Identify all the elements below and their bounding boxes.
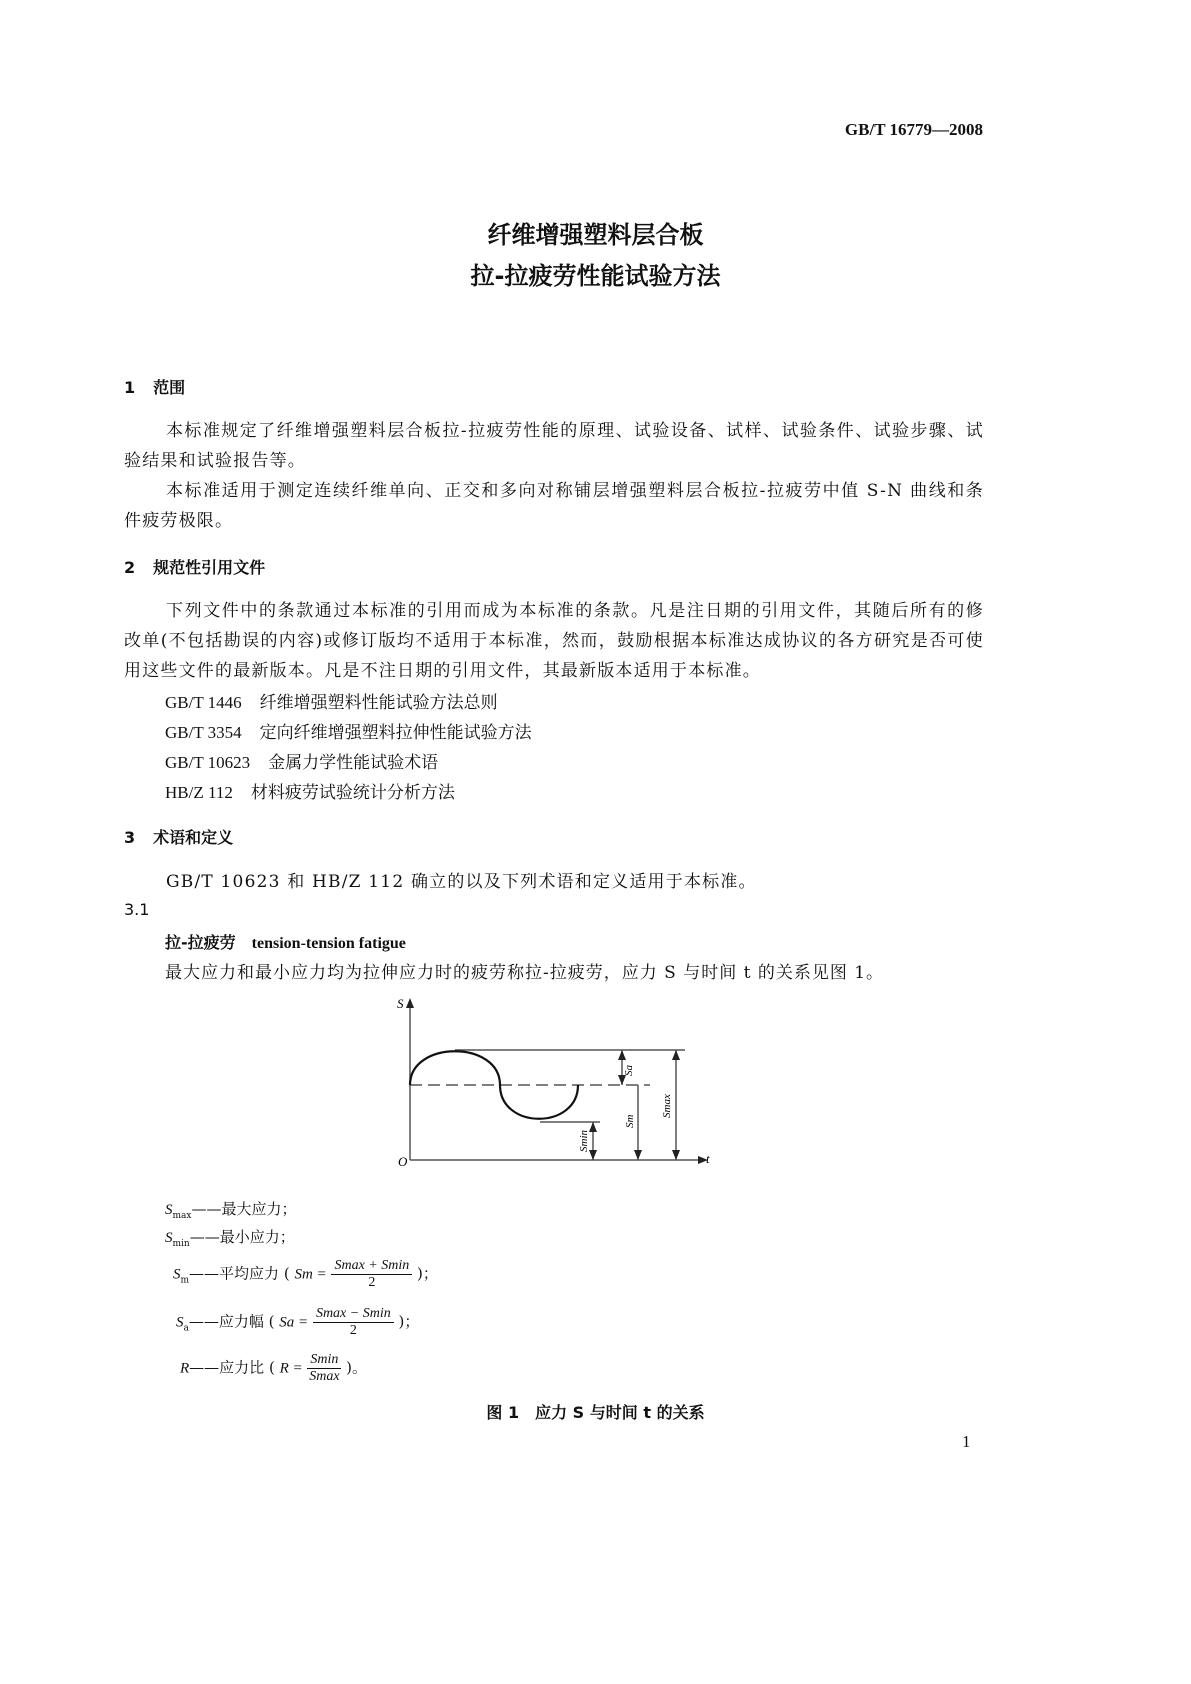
paragraph: GB/T 10623 和 HB/Z 112 确立的以及下列术语和定义适用于本标准。: [166, 872, 757, 892]
origin-label: O: [398, 1154, 408, 1169]
legend-item: $S_{min}——$最小应力；: [165, 1228, 295, 1249]
paragraph: 本标准规定了纤维增强塑料层合板拉-拉疲劳性能的原理、试验设备、试样、试验条件、试验步骤、试验结果和试验报告等。: [124, 421, 984, 471]
section-3-heading: 3 术语和定义: [124, 828, 234, 847]
legend-item: R——应力比 ( R = $\frac{Smin}{Smax}$ )。: [180, 1352, 368, 1384]
t-axis-label: t: [706, 1151, 710, 1166]
reference-item: GB/T 1446 纤维增强塑料性能试验方法总则: [165, 693, 498, 713]
legend-item: $S_m——$平均应力 ( Sm = $\frac{Smax + Smin}{2}$ )；: [173, 1258, 438, 1290]
paragraph: 本标准适用于测定连续纤维单向、正交和多向对称铺层增强塑料层合板拉-拉疲劳中值 S-N 曲线和条件疲劳极限。: [124, 481, 984, 531]
sm-label: Sm: [624, 1114, 636, 1128]
term-heading: 拉-拉疲劳 tension-tension fatigue: [165, 933, 406, 952]
reference-item: GB/T 10623 金属力学性能试验术语: [165, 753, 439, 773]
s-axis-label: S: [397, 996, 404, 1011]
reference-item: HB/Z 112 材料疲劳试验统计分析方法: [165, 783, 455, 803]
reference-item: GB/T 3354 定向纤维增强塑料拉伸性能试验方法: [165, 723, 532, 743]
legend-item: $S_a——$应力幅 ( Sa = $\frac{Smax - Smin}{2}$ )；: [176, 1306, 420, 1338]
smin-label: Smin: [578, 1130, 590, 1152]
standard-code: GB/T 16779—2008: [844, 120, 983, 139]
title-line-1: 纤维增强塑料层合板: [487, 221, 704, 249]
section-1-heading: 1 范围: [124, 378, 186, 397]
title-line-2: 拉-拉疲劳性能试验方法: [470, 262, 721, 290]
term-number: 3.1: [124, 900, 150, 919]
sa-label: Sa: [623, 1065, 635, 1076]
paragraph: 下列文件中的条款通过本标准的引用而成为本标准的条款。凡是注日期的引用文件，其随后所有的修改单(不包括勘误的内容)或修订版均不适用于本标准，然而，鼓励根据本标准达成协议的各方研究是否可使用这些文件的最新版本。凡是不注日期的引用文件，其最新版本适用于本标准。: [124, 601, 984, 681]
smax-label: Smax: [661, 1094, 673, 1118]
section-2-heading: 2 规范性引用文件: [124, 558, 266, 577]
page-number: 1: [962, 1432, 971, 1451]
figure-caption: 图 1 应力 S 与时间 t 的关系: [486, 1403, 705, 1422]
term-definition: 最大应力和最小应力均为拉伸应力时的疲劳称拉-拉疲劳，应力 S 与时间 t 的关系见图 1。: [165, 963, 885, 983]
legend-item: $S_{max}——$最大应力；: [165, 1200, 297, 1221]
